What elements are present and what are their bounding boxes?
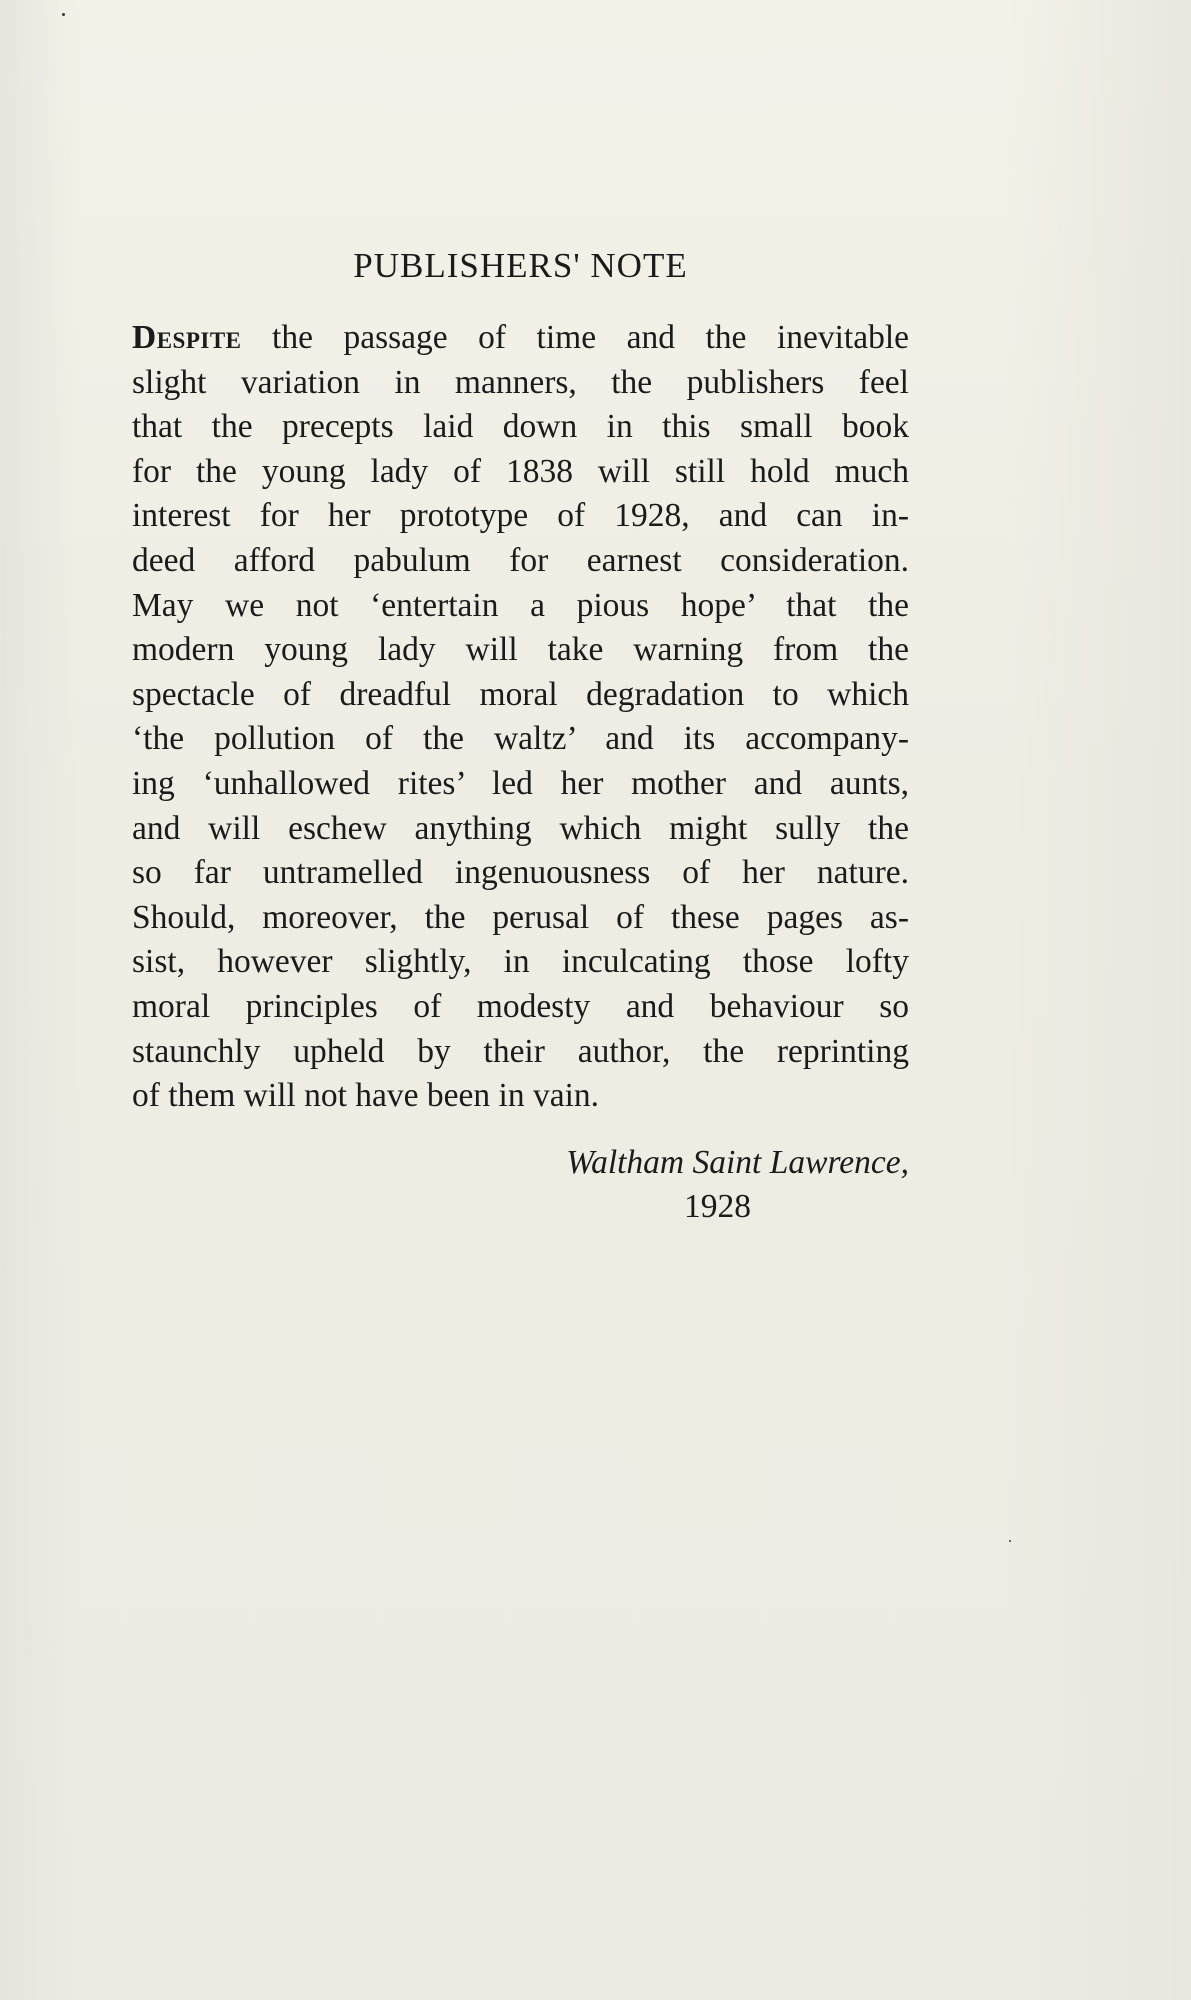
note-body	[132, 316, 909, 1119]
note-line: Should, moreover, the perusal of these pages as-	[132, 898, 909, 936]
note-line: ing ‘unhallowed rites’ led her mother and aunts,	[132, 764, 909, 802]
note-line: Despite the passage of time and the inevitable	[132, 319, 909, 356]
note-line: modern young lady will take warning from the	[132, 631, 909, 669]
note-line: ‘the pollution of the waltz’ and its accompany-	[132, 720, 909, 758]
paper-speck	[62, 13, 65, 16]
note-line: sist, however slightly, in inculcating those lofty	[132, 943, 909, 981]
note-line: spectacle of dreadful moral degradation to which	[132, 675, 909, 713]
publishers-note	[132, 236, 909, 1229]
note-line: and will eschew anything which might sully the	[132, 809, 909, 847]
signature-year: 1928	[684, 1187, 751, 1225]
note-line: deed afford pabulum for earnest consideration.	[132, 541, 909, 579]
note-line: interest for her prototype of 1928, and can in-	[132, 497, 909, 535]
note-line: staunchly upheld by their author, the reprinting	[132, 1032, 909, 1070]
note-heading: PUBLISHERS' NOTE	[353, 246, 688, 285]
note-line: slight variation in manners, the publishers feel	[132, 363, 909, 401]
note-line: that the precepts laid down in this small book	[132, 408, 909, 446]
page-shadow-right	[1006, 0, 1191, 2000]
page-shadow-left	[0, 0, 80, 2000]
lead-word: Despite	[132, 319, 242, 356]
note-line: May we not ‘entertain a pious hope’ that the	[132, 586, 909, 624]
note-line: so far untramelled ingenuousness of her nature.	[132, 854, 909, 892]
note-line: moral principles of modesty and behaviour so	[132, 987, 909, 1025]
paper-speck	[1009, 1540, 1011, 1542]
note-line: of them will not have been in vain.	[132, 1077, 600, 1115]
signature-place: Waltham Saint Lawrence,	[566, 1143, 909, 1181]
note-line: for the young lady of 1838 will still hold much	[132, 452, 909, 490]
signature	[132, 1141, 909, 1229]
